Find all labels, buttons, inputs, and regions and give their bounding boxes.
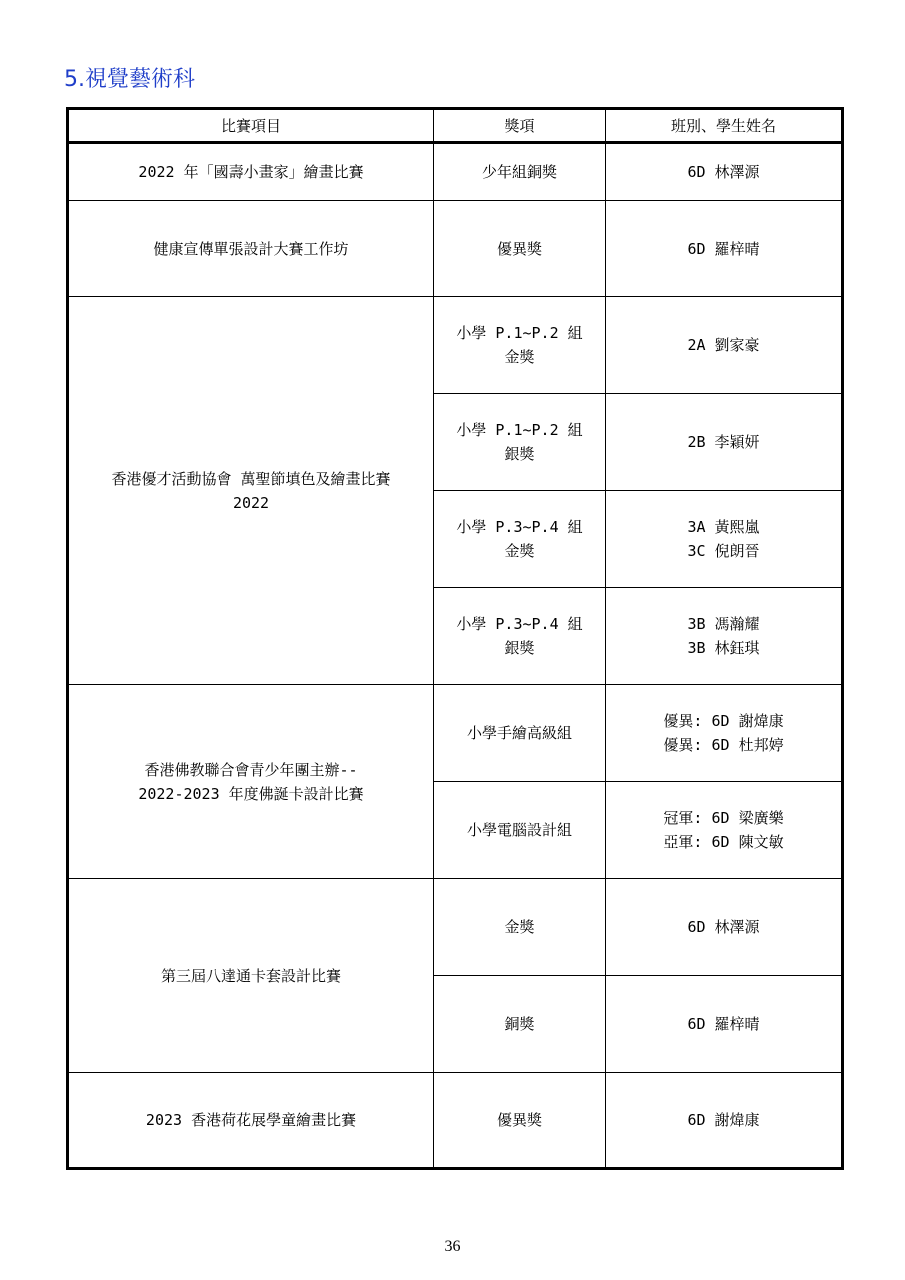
student-cell <box>606 685 843 782</box>
event-line: 健康宣傳單張設計大賽工作坊 <box>153 239 349 258</box>
awards-table <box>66 107 844 1170</box>
award-line: 銀獎 <box>504 639 535 657</box>
student-cell <box>606 201 843 297</box>
event-line: 香港優才活動協會 萬聖節填色及繪畫比賽 <box>111 469 391 488</box>
award-line: 小學 P.1~P.2 組 <box>456 324 583 342</box>
student-cell <box>606 491 843 588</box>
student-cell <box>606 588 843 685</box>
table-row <box>68 879 843 976</box>
student-line: 6D 林澤源 <box>687 918 760 936</box>
award-cell <box>434 685 606 782</box>
student-cell <box>606 1073 843 1169</box>
award-line: 銀獎 <box>504 445 535 463</box>
award-line: 優異獎 <box>496 1111 542 1129</box>
student-cell <box>606 297 843 394</box>
award-cell <box>434 782 606 879</box>
student-line: 優異: 6D 杜邦婷 <box>663 736 784 754</box>
award-cell <box>434 588 606 685</box>
header-row <box>68 109 843 143</box>
award-line: 銅獎 <box>504 1015 535 1033</box>
student-line: 優異: 6D 謝煒康 <box>663 712 784 730</box>
table-row <box>68 1073 843 1169</box>
award-cell <box>434 394 606 491</box>
event-line: 第三屆八達通卡套設計比賽 <box>160 966 341 985</box>
student-cell <box>606 782 843 879</box>
student-cell <box>606 394 843 491</box>
student-line: 2B 李穎妍 <box>687 433 760 451</box>
award-cell <box>434 491 606 588</box>
award-line: 小學手繪高級組 <box>466 724 572 742</box>
event-line: 2022 年「國壽小畫家」繪畫比賽 <box>138 163 364 181</box>
event-cell <box>68 201 434 297</box>
event-cell <box>68 297 434 685</box>
table-row <box>68 297 843 394</box>
table-row <box>68 201 843 297</box>
student-cell <box>606 976 843 1073</box>
event-cell <box>68 879 434 1073</box>
event-cell <box>68 143 434 201</box>
student-line: 2A 劉家豪 <box>687 336 760 354</box>
award-cell <box>434 297 606 394</box>
award-line: 金獎 <box>504 918 535 936</box>
student-line: 冠軍: 6D 梁廣樂 <box>663 809 784 827</box>
award-cell <box>434 879 606 976</box>
award-line: 小學電腦設計組 <box>466 821 572 839</box>
page-number: 36 <box>444 1238 461 1255</box>
award-cell <box>434 1073 606 1169</box>
event-line: 2023 香港荷花展學童繪畫比賽 <box>145 1111 357 1129</box>
award-line: 金獎 <box>504 348 535 366</box>
student-cell <box>606 879 843 976</box>
award-line: 小學 P.3~P.4 組 <box>456 518 583 536</box>
header-student: 班別、學生姓名 <box>606 109 843 143</box>
award-line: 少年組銅獎 <box>481 163 557 181</box>
student-line: 3A 黃熙嵐 <box>687 518 760 536</box>
event-cell <box>68 685 434 879</box>
event-line: 香港佛教聯合會青少年團主辦-- <box>144 760 358 779</box>
student-line: 3C 倪朗晉 <box>687 542 760 560</box>
award-line: 金獎 <box>504 542 535 560</box>
student-line: 6D 林澤源 <box>687 163 760 181</box>
table-row <box>68 685 843 782</box>
student-line: 6D 謝煒康 <box>687 1111 760 1129</box>
event-line: 2022-2023 年度佛誕卡設計比賽 <box>138 784 364 803</box>
header-award: 獎項 <box>434 109 606 143</box>
award-cell <box>434 976 606 1073</box>
student-cell <box>606 143 843 201</box>
student-line: 6D 羅梓晴 <box>687 1015 760 1033</box>
award-line: 優異獎 <box>496 239 542 258</box>
event-line: 2022 <box>232 493 270 512</box>
award-cell <box>434 201 606 297</box>
student-line: 3B 馮瀚耀 <box>687 615 760 633</box>
event-cell <box>68 1073 434 1169</box>
award-line: 小學 P.1~P.2 組 <box>456 421 583 439</box>
section-title: 5.視覺藝術科 <box>64 67 195 92</box>
student-line: 6D 羅梓晴 <box>687 239 760 258</box>
award-line: 小學 P.3~P.4 組 <box>456 615 583 633</box>
award-cell <box>434 143 606 201</box>
student-line: 3B 林鈺琪 <box>687 639 760 657</box>
header-event: 比賽項目 <box>68 109 434 143</box>
table-row <box>68 143 843 201</box>
student-line: 亞軍: 6D 陳文敏 <box>663 833 784 851</box>
